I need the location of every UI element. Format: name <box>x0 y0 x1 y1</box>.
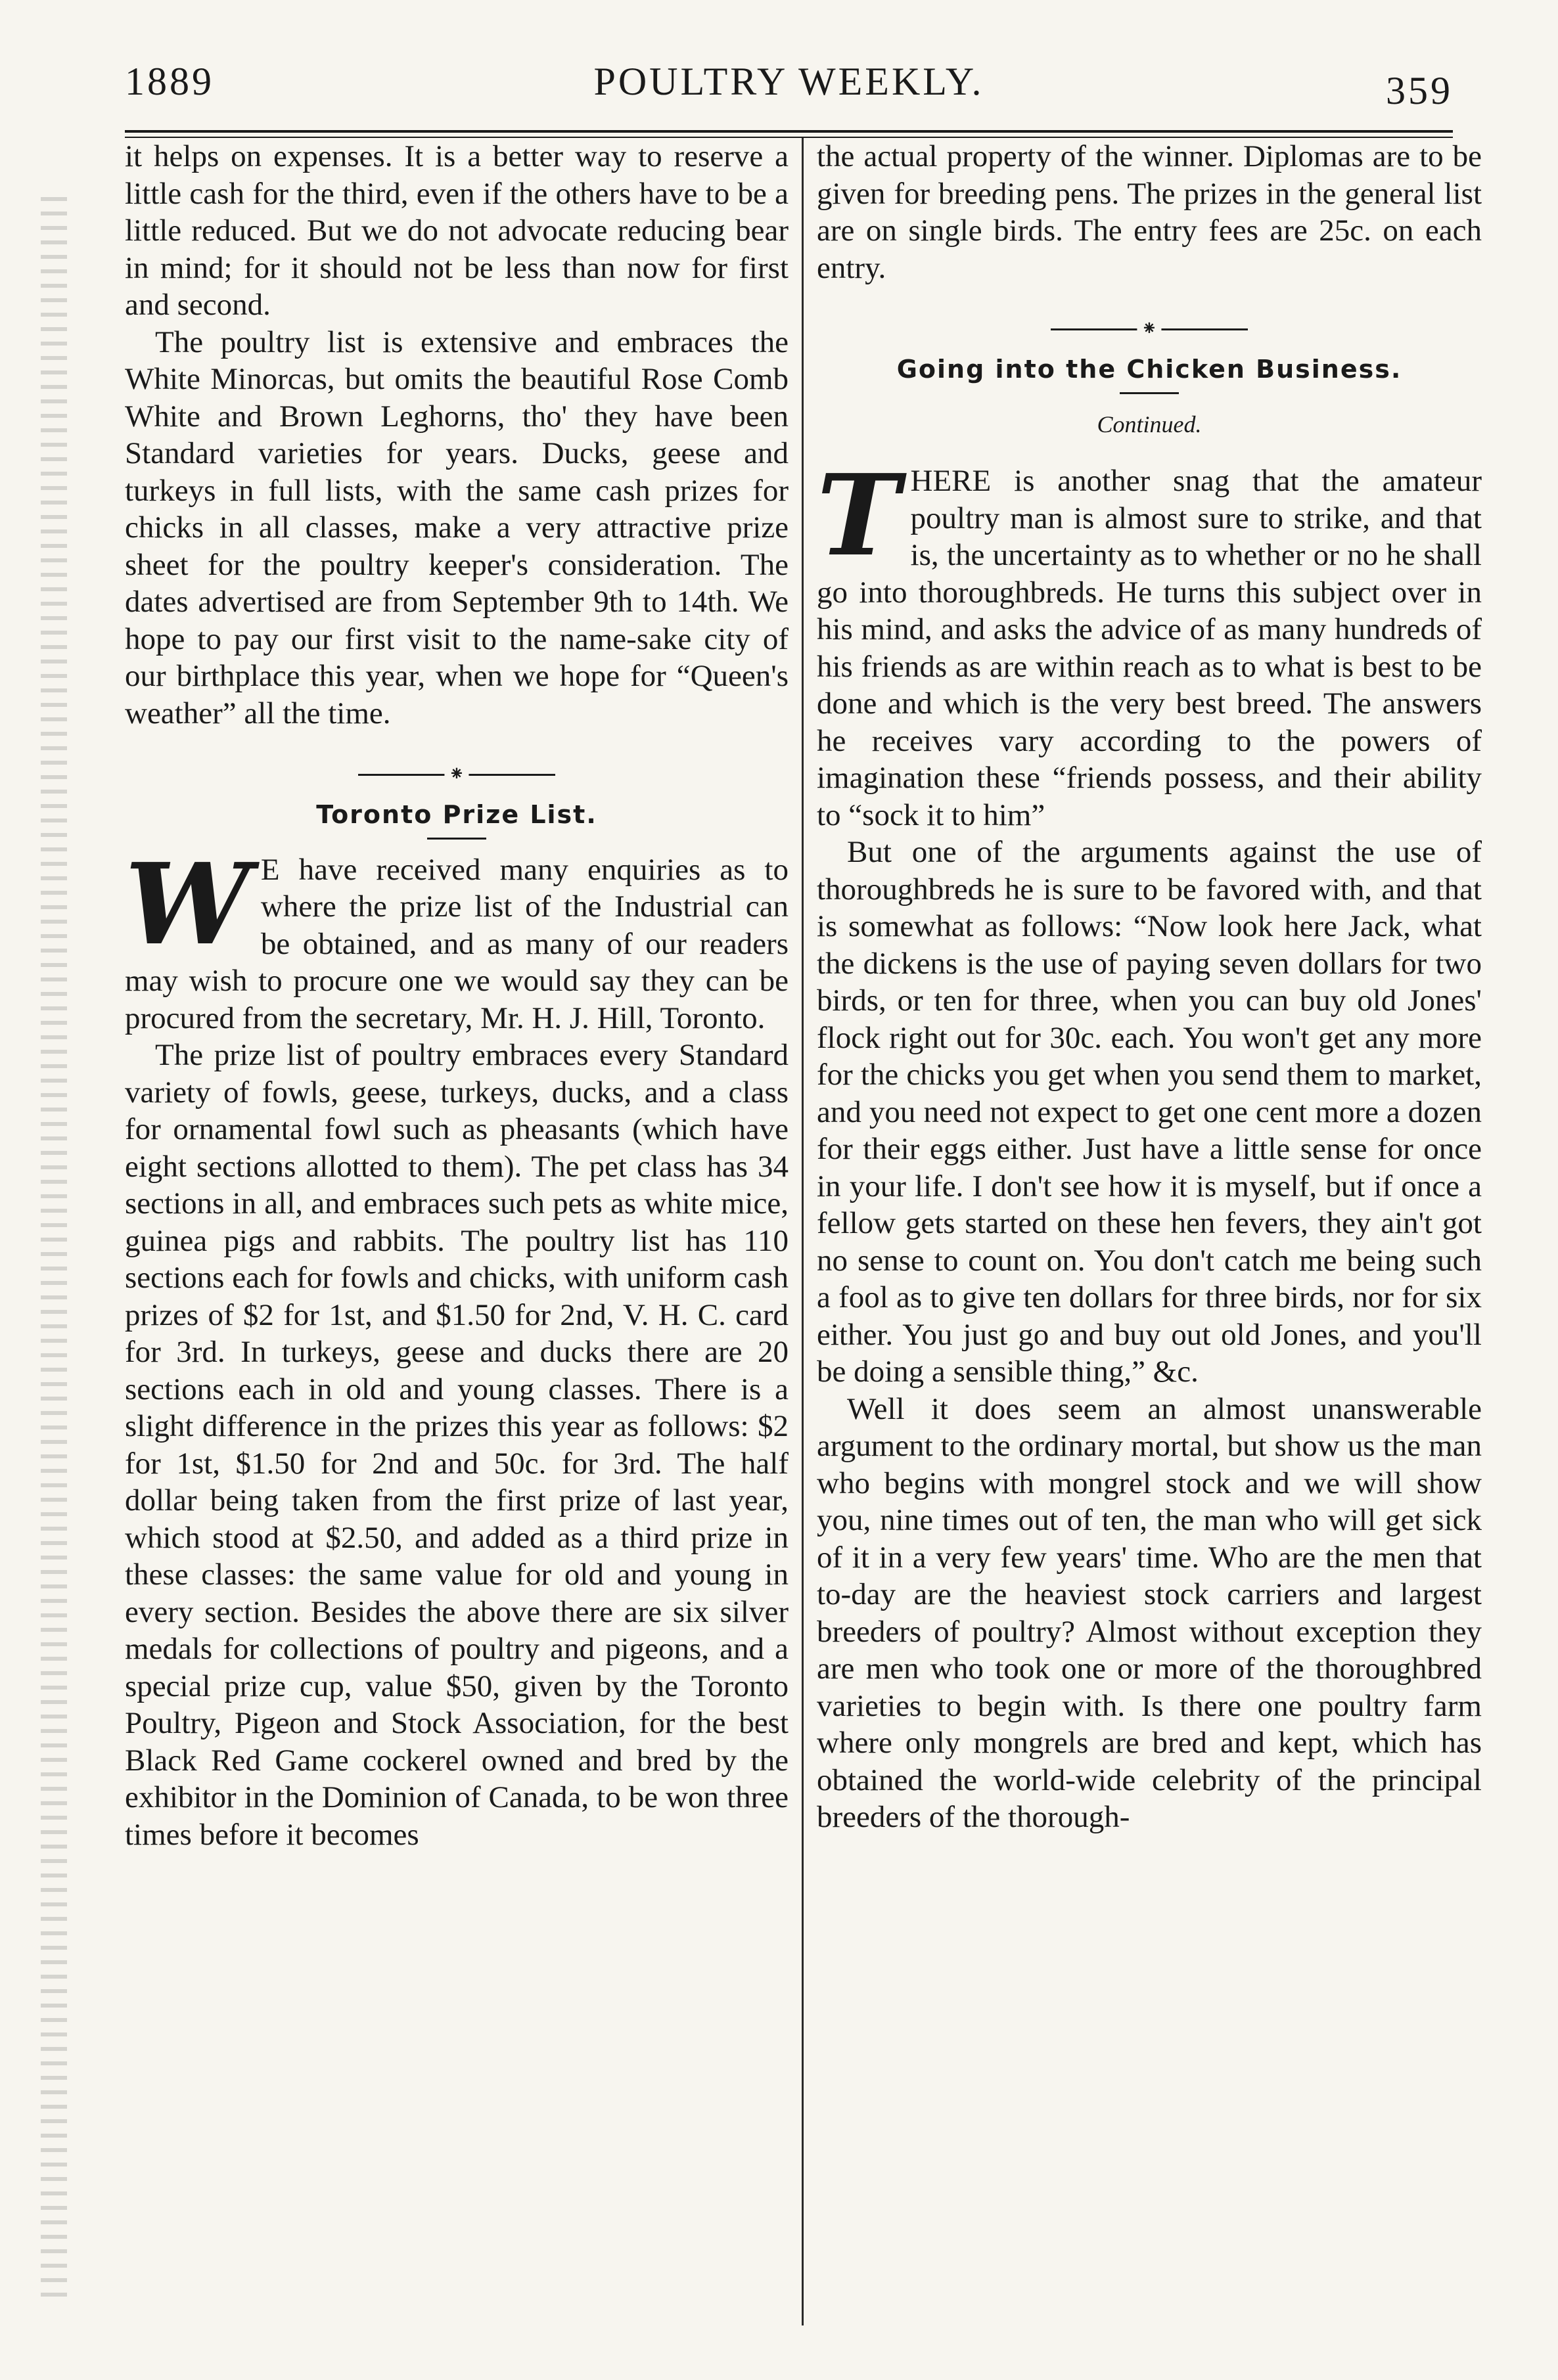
right-intro-paragraph: the actual property of the winner. Diplomas are to be given for breeding pens. The prizes in the general list are on single birds. The entry fees are 25c. on each entry. <box>817 139 1482 285</box>
divider-knot-icon: ⁕ <box>1137 319 1161 339</box>
drop-cap-letter: T <box>817 450 900 581</box>
header-year: 1889 <box>125 60 214 103</box>
publication-title: POULTRY WEEKLY. <box>593 60 984 103</box>
page-number: 359 <box>1386 69 1453 112</box>
drop-cap-letter: W <box>125 838 250 970</box>
left-intro-paragraph-2: The poultry list is extensive and embraces the White Minorcas, but omits the beautiful Rose Comb White and Brown Leghorns, tho' they have been Standard varieties for years. Ducks, geese and turkeys in full lists, with the same cash prizes for chicks in all classes, make a very attractive prize sheet for the poultry keeper's consideration. The dates advertised are from September 9th to 14th. We hope to pay our first visit to the name-sake city of our birthplace this year, when we hope for “Queen's weather” all the time. <box>125 325 789 730</box>
right-column <box>817 138 1482 1836</box>
article-heading-toronto-prize-list: Toronto Prize List. <box>316 800 597 829</box>
first-paragraph-text: E have received many enquiries as to where the prize list of the Industrial can be obtained, and as many of our readers may wish to procure one we would say they can be procured from the secretary, Mr. H. J. Hill, Toronto. <box>125 852 789 1035</box>
left-intro-paragraph-1: it helps on expenses. It is a better way to reserve a little cash for the third, even if the others have to be a little reduced. But we do not advocate reducing bear in mind; for it should not be less than now for first and second. <box>125 139 789 322</box>
article-paragraph: The prize list of poultry embraces every Standard variety of fowls, geese, turkeys, ducks, and a class for ornamental fowl such as pheasants (which have eight sections allotted to them). The pet class has 34 sections in all, and embraces such pets as white mice, guinea pigs and rabbits. The poultry list has 110 sections each for fowls and chicks, with uniform cash prizes of $2 for 1st, and $1.50 for 2nd, V. H. C. card for 3rd. In turkeys, geese and ducks there are 20 sections each in old and young classes. There is a slight difference in the prizes this year as follows: $2 for 1st, $1.50 for 2nd and 50c. for 3rd. The half dollar being taken from the first prize of last year, which stood at $2.50, and added as a third prize in these classes: the same value for old and young in every section. Besides the above there are six silver medals for collections of poultry and pigeons, and a special prize cup, value $50, given by the Toronto Poultry, Pigeon and Stock Association, for the best Black Red Game cockerel owned and bred by the exhibitor in the Dominion of Canada, to be won three times before it becomes <box>125 1038 789 1852</box>
scan-binding-edge <box>41 197 67 2299</box>
article-continued-note: Continued. <box>1097 411 1202 438</box>
article-heading-chicken-business: Going into the Chicken Business. <box>896 355 1402 384</box>
article-paragraph: But one of the arguments against the use of thoroughbreds he is sure to be favored with, and that is somewhat as follows: “Now look here Jack, what the dickens is the use of paying seven dollars for two birds, or ten for three, when you can buy old Jones' flock right out for 30c. each. You won't get any more for the chicks you get when you send them to market, and you need not expect to get one cent more a dozen for their eggs either. Just have a little sense for once in your life. I don't see how it is myself, but if once a fellow gets started on these hen fevers, they ain't got no sense to count on. You don't catch me being such a fool as to give ten dollars for three birds, nor for six either. You just go and buy out old Jones, and you'll be doing a sensible thing,” &c. <box>817 835 1482 1389</box>
article-first-paragraph <box>817 450 1482 834</box>
left-column <box>125 138 789 1853</box>
header-rule <box>125 130 1453 138</box>
first-paragraph-text: HERE is another snag that the amateur poultry man is almost sure to strike, and that is, the uncertainty as to whether or no he shall go into thoroughbreds. He turns this subject over in his mind, and asks the advice of as many hundreds of his friends as are within reach as to what is best to be done and which is the very best breed. The answers he receives vary according to the powers of imagination these “friends possess, and their ability to “sock it to him” <box>817 464 1482 832</box>
heading-rule <box>427 838 486 840</box>
section-divider-ornament <box>125 763 789 786</box>
divider-knot-icon: ⁕ <box>444 765 469 784</box>
section-divider-ornament <box>817 317 1482 340</box>
article-first-paragraph <box>125 838 789 1037</box>
heading-rule <box>1120 392 1179 394</box>
article-paragraph: Well it does seem an almost unanswerable argument to the ordinary mortal, but show us the man who begins with mongrel stock and we will show you, nine times out of ten, the man who will get sick of it in a very few years' time. Who are the men that to-day are the heaviest stock carriers and largest breeders of poultry? Almost without exception they are men who took one or more of the thoroughbred varieties to begin with. Is there one poultry farm where only mongrels are bred and kept, which has obtained the world-wide celebrity of the principal breeders of the thorough- <box>817 1391 1482 1834</box>
page-header <box>125 53 1453 125</box>
column-divider <box>802 138 804 2325</box>
